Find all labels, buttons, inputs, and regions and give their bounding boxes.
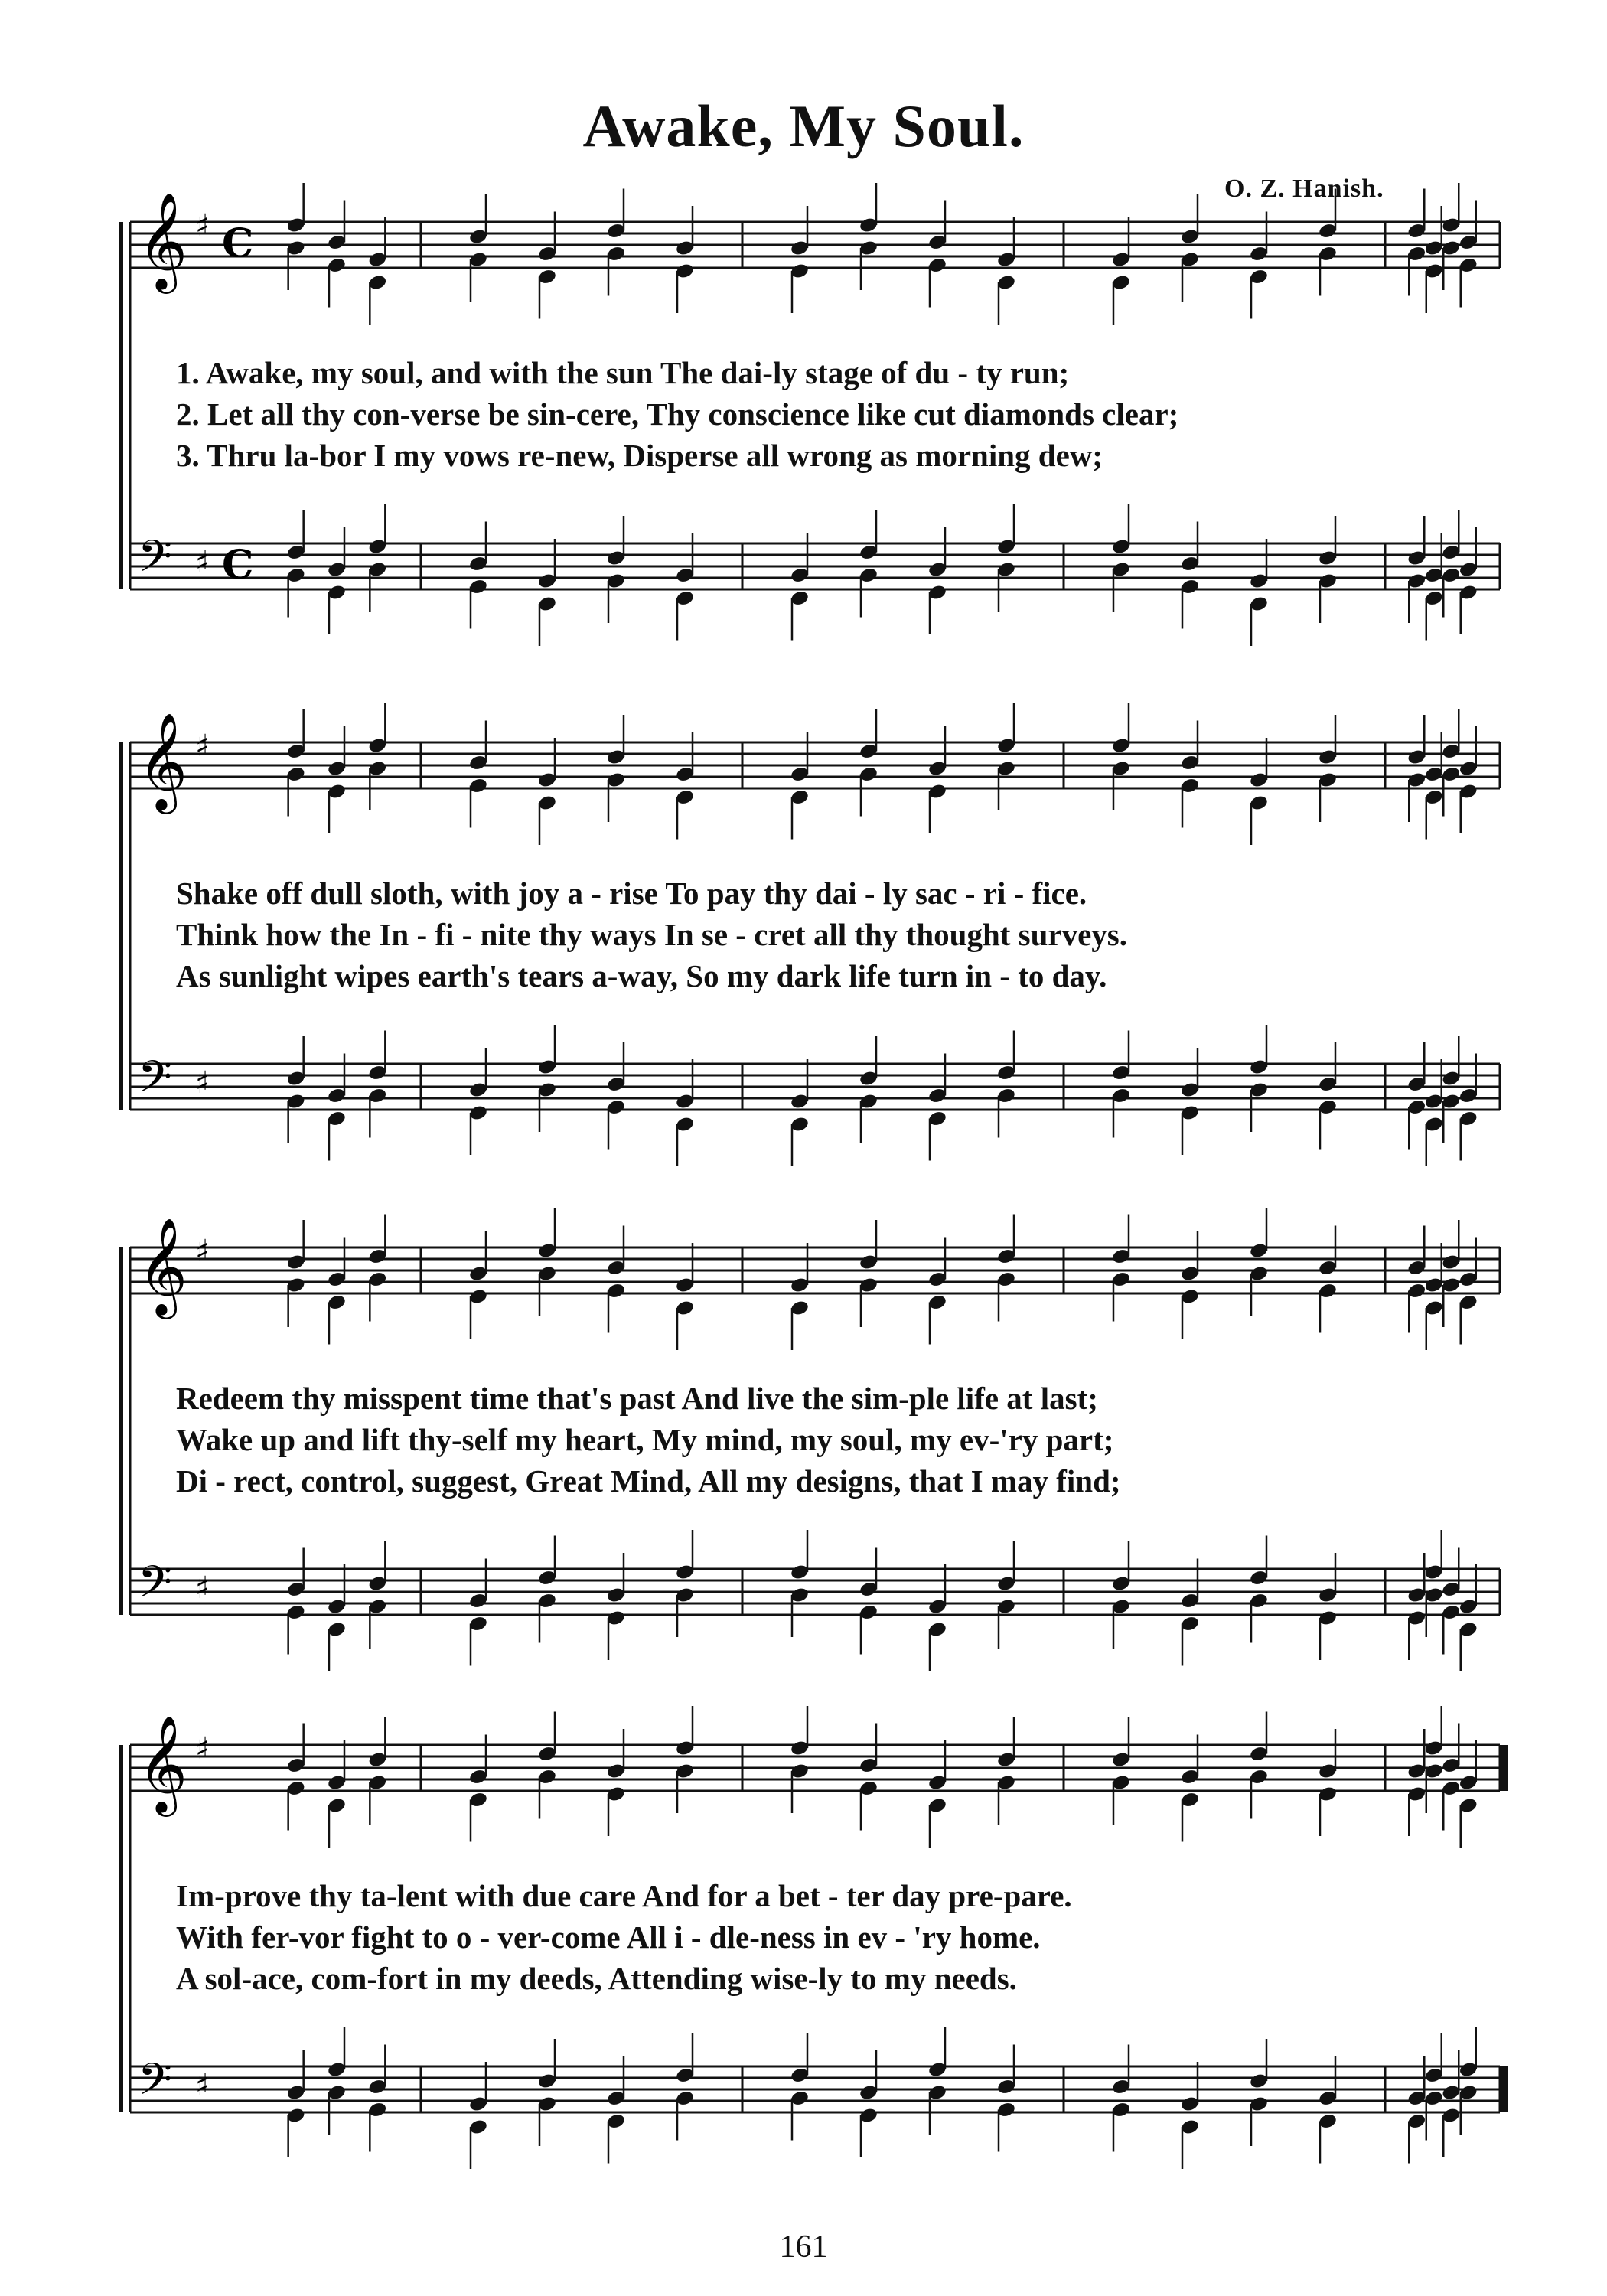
common-time-icon: C bbox=[222, 220, 254, 267]
music-system-4 bbox=[115, 1714, 1515, 2204]
hymn-title: Awake, My Soul. bbox=[582, 93, 1025, 159]
sharp-icon: ♯ bbox=[195, 545, 210, 580]
lyric-line: Think how the In - fi - nite thy ways In se - cret all thy thought surveys. bbox=[176, 917, 1128, 952]
lyrics-block bbox=[176, 1378, 1508, 1502]
treble-clef-icon: 𝄞 bbox=[138, 1714, 188, 1812]
lyric-line: Im-prove thy ta-lent with due care And for a bet - ter day pre-pare. bbox=[176, 1878, 1072, 1913]
music-system-1 bbox=[115, 191, 1515, 681]
sharp-icon: ♯ bbox=[195, 1065, 210, 1101]
lyric-line: Shake off dull sloth, with joy a - rise To pay thy dai - ly sac - ri - fice. bbox=[176, 876, 1087, 911]
sharp-icon: ♯ bbox=[195, 1234, 210, 1269]
treble-clef-icon: 𝄞 bbox=[138, 1217, 188, 1315]
lyric-line: Wake up and lift thy-self my heart, My mind, my soul, my ev-'ry part; bbox=[176, 1422, 1114, 1457]
treble-clef-icon: 𝄞 bbox=[138, 712, 188, 810]
lyric-line: 1. Awake, my soul, and with the sun The dai-ly stage of du - ty run; bbox=[176, 355, 1070, 390]
lyric-line: Redeem thy misspent time that's past And live the sim-ple life at last; bbox=[176, 1381, 1098, 1416]
lyric-line: With fer-vor fight to o - ver-come All i - dle-ness in ev - 'ry home. bbox=[176, 1919, 1041, 1955]
bass-clef-icon: 𝄢 bbox=[138, 530, 173, 593]
lyrics-block bbox=[176, 352, 1508, 476]
common-time-icon: C bbox=[222, 542, 254, 589]
lyric-line: 2. Let all thy con-verse be sin-cere, Thy conscience like cut diamonds clear; bbox=[176, 396, 1179, 432]
lyric-line: A sol-ace, com-fort in my deeds, Attending wise-ly to my needs. bbox=[176, 1961, 1017, 1996]
sharp-icon: ♯ bbox=[195, 1731, 210, 1766]
sharp-icon: ♯ bbox=[195, 2068, 210, 2103]
bass-clef-icon: 𝄢 bbox=[138, 2053, 173, 2116]
lyric-line: Di - rect, control, suggest, Great Mind, All my designs, that I may find; bbox=[176, 1463, 1121, 1499]
bass-clef-icon: 𝄢 bbox=[138, 1556, 173, 1619]
sharp-icon: ♯ bbox=[195, 1570, 210, 1606]
treble-clef-icon: 𝄞 bbox=[138, 191, 188, 289]
page-number: 161 bbox=[779, 2229, 828, 2265]
composer-credit: O. Z. Hanish. bbox=[1224, 174, 1384, 203]
lyric-line: 3. Thru la-bor I my vows re-new, Disperse all wrong as morning dew; bbox=[176, 438, 1103, 473]
bass-clef-icon: 𝄢 bbox=[138, 1051, 173, 1114]
lyrics-block bbox=[176, 1875, 1508, 1999]
lyric-line: As sunlight wipes earth's tears a-way, So my dark life turn in - to day. bbox=[176, 958, 1107, 993]
music-system-3 bbox=[115, 1217, 1515, 1707]
music-system-2 bbox=[115, 712, 1515, 1202]
sharp-icon: ♯ bbox=[195, 729, 210, 764]
sharp-icon: ♯ bbox=[195, 208, 210, 243]
lyrics-block bbox=[176, 872, 1508, 996]
